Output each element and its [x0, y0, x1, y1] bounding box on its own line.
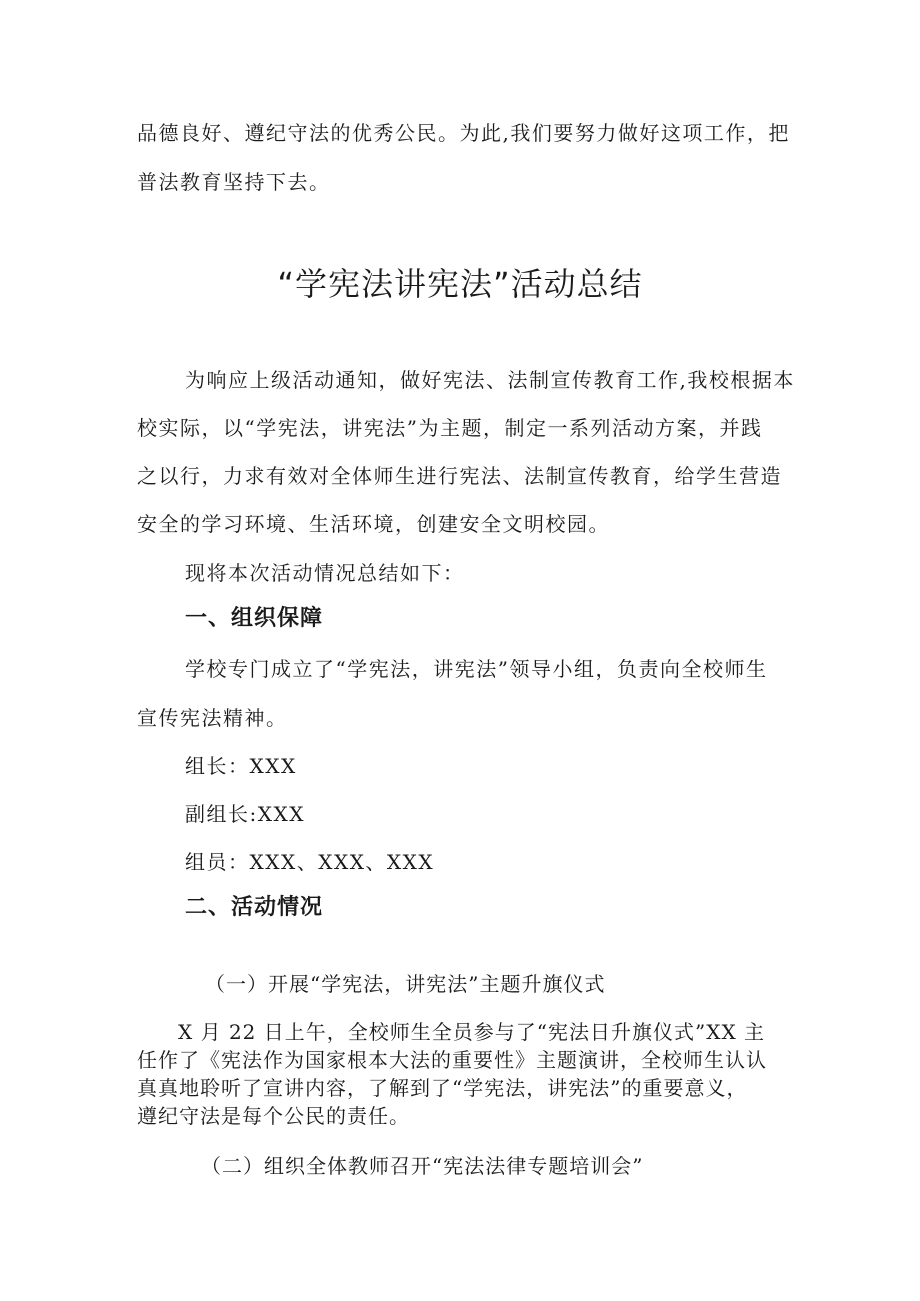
para2: 现将本次活动情况总结如下： — [185, 561, 465, 585]
members-line: 组员：XXX、XXX、XXX — [185, 850, 435, 874]
para1-line-3: 之以行，力求有效对全体师生进行宪法、法制宣传教育，给学生营造 — [137, 464, 782, 488]
subsection1-heading: （一）开展“学宪法，讲宪法”主题升旗仪式 — [205, 972, 606, 996]
para1-line-1: 为响应上级活动通知，做好宪法、法制宣传教育工作,我校根据本 — [185, 368, 795, 392]
subsection1-body-line-3: 真真地聆听了宣讲内容，了解到了“学宪法，讲宪法”的重要意义， — [137, 1076, 748, 1100]
page-title: “学宪法讲宪法”活动总结 — [277, 265, 643, 303]
section1-body-line-1: 学校专门成立了“学宪法，讲宪法”领导小组，负责向全校师生 — [185, 657, 768, 681]
leader-line: 组长：XXX — [185, 754, 297, 778]
subsection1-body-line-1: X 月 22 日上午，全校师生全员参与了“宪法日升旗仪式”XX 主 — [178, 1020, 766, 1044]
subsection1-body-line-2: 任作了《宪法作为国家根本大法的重要性》主题演讲，全校师生认认 — [137, 1048, 767, 1072]
section1-body-line-2: 宣传宪法精神。 — [137, 706, 288, 730]
para1-line-4: 安全的学习环境、生活环境，创建安全文明校园。 — [137, 512, 610, 536]
intro-tail-line-2: 普法教育坚持下去。 — [137, 170, 331, 194]
section2-heading: 二、活动情况 — [185, 895, 324, 920]
intro-tail-line-1: 品德良好、遵纪守法的优秀公民。为此,我们要努力做好这项工作，把 — [137, 121, 790, 145]
vice-leader-line: 副组长:XXX — [185, 802, 305, 826]
subsection1-body-line-4: 遵纪守法是每个公民的责任。 — [137, 1104, 410, 1128]
section1-heading: 一、组织保障 — [185, 606, 324, 631]
para1-line-2: 校实际，以“学宪法，讲宪法”为主题，制定一系列活动方案，并践 — [137, 416, 763, 440]
subsection2-heading: （二）组织全体教师召开“宪法法律专题培训会” — [201, 1154, 644, 1178]
